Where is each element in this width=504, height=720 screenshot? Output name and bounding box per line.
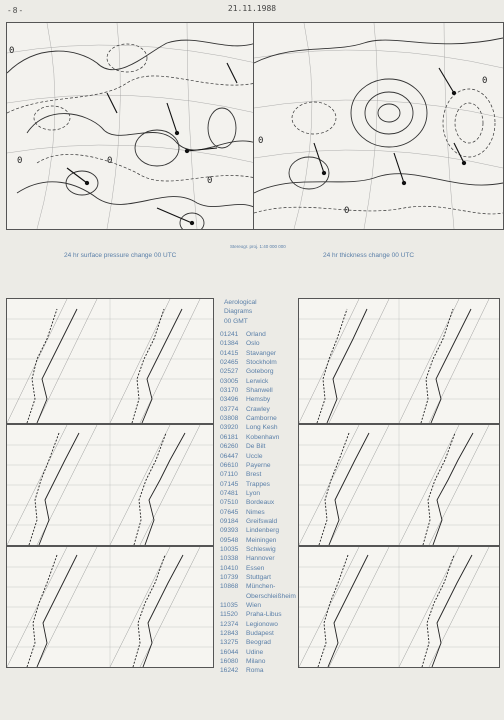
station-id: 16044	[220, 648, 239, 656]
station-name: Lerwick	[246, 377, 269, 385]
station-row	[216, 620, 304, 629]
station-row	[216, 545, 304, 554]
aerological-diagram-drawing	[299, 547, 499, 667]
station-id: 09548	[220, 536, 239, 544]
station-row	[216, 433, 304, 442]
thickness-caption: 24 hr thickness change 00 UTC	[323, 252, 415, 259]
station-name: Crawley	[246, 405, 270, 413]
station-id: 13275	[220, 639, 239, 647]
station-name: Udine	[246, 648, 264, 656]
station-row	[216, 461, 304, 470]
station-row	[216, 517, 304, 526]
aerological-diagram	[6, 424, 214, 546]
station-id: 16242	[220, 667, 239, 675]
station-id: 10739	[220, 573, 239, 581]
station-row	[216, 339, 304, 348]
station-id: 09393	[220, 527, 239, 535]
station-id: 03005	[220, 377, 239, 385]
surface-pressure-change-map	[6, 22, 257, 230]
station-row	[216, 610, 304, 619]
station-name: Schleswig	[246, 545, 276, 553]
station-id: 12843	[220, 630, 239, 638]
aerological-diagram	[6, 546, 214, 668]
aerological-diagram-drawing	[7, 299, 213, 423]
station-list-title: Aerological	[224, 299, 257, 306]
station-row	[216, 395, 304, 404]
station-name: Praha-Libus	[246, 611, 282, 619]
station-id: 06610	[220, 461, 239, 469]
station-name: Lindenberg	[246, 527, 279, 535]
station-name: Essen	[246, 564, 265, 572]
station-row	[216, 601, 304, 610]
projection-note: Stereogr. proj. 1:40 000 000	[230, 244, 286, 249]
station-id: 01241	[220, 331, 239, 339]
station-name: Roma	[246, 667, 264, 675]
aerological-diagram-drawing	[299, 425, 499, 545]
station-id: 07510	[220, 499, 239, 507]
station-id: 16080	[220, 658, 239, 666]
station-row	[216, 508, 304, 517]
station-id: 01415	[220, 349, 239, 357]
svg-text:0: 0	[344, 206, 350, 216]
station-rows	[216, 330, 304, 676]
station-name: Uccle	[246, 452, 263, 460]
station-row	[216, 592, 304, 601]
aerological-station-list	[216, 298, 304, 676]
station-row	[216, 582, 304, 591]
station-name: Orland	[246, 331, 266, 339]
station-row	[216, 666, 304, 675]
station-name: Camborne	[246, 415, 277, 423]
station-name: Stuttgart	[246, 573, 271, 581]
page-date: 21.11.1988	[227, 4, 277, 13]
aerological-diagram	[298, 298, 500, 424]
svg-text:0: 0	[9, 46, 15, 56]
station-id: 03774	[220, 405, 239, 413]
station-name: Kobenhavn	[246, 433, 280, 441]
station-id: 11520	[220, 611, 238, 619]
station-name: Bordeaux	[246, 499, 275, 507]
station-id: 07481	[220, 489, 239, 497]
station-id: 02527	[220, 368, 239, 376]
station-list-subtitle: Diagrams	[224, 308, 253, 316]
aerological-diagram-drawing	[7, 425, 213, 545]
station-id: 11035	[220, 602, 238, 609]
station-name: Hannover	[246, 555, 275, 563]
svg-text:0: 0	[17, 156, 23, 166]
station-name: Oslo	[246, 340, 260, 348]
station-row	[216, 536, 304, 545]
station-name: Meiningen	[246, 536, 277, 544]
station-id: 03170	[220, 387, 239, 395]
thickness-change-map	[253, 22, 504, 230]
aerological-diagram	[298, 424, 500, 546]
station-id: 10035	[220, 545, 239, 553]
pressure-map-drawing	[7, 23, 256, 229]
station-name: Beograd	[246, 639, 271, 647]
station-name: Nimes	[246, 508, 265, 516]
station-id: 10868	[220, 583, 239, 591]
station-id: 02465	[220, 359, 239, 367]
station-id: 03920	[220, 424, 239, 432]
thickness-map-drawing	[254, 23, 503, 229]
station-row	[216, 330, 304, 339]
station-row	[216, 470, 304, 479]
station-row	[216, 638, 304, 647]
station-row	[216, 480, 304, 489]
station-row	[216, 377, 304, 386]
station-row	[216, 657, 304, 666]
station-name: Wien	[246, 602, 262, 609]
surface-pressure-caption: 24 hr surface pressure change 00 UTC	[64, 252, 177, 259]
station-id: 12374	[220, 620, 239, 628]
station-name: Long Kesh	[246, 424, 278, 432]
station-list-time: 00 GMT	[224, 317, 248, 325]
aerological-diagram-drawing	[299, 299, 499, 423]
station-name: München-	[246, 583, 276, 591]
station-name: Oberschleißheim	[246, 592, 296, 600]
station-id: 06181	[220, 433, 239, 441]
station-id: 10410	[220, 564, 239, 572]
station-row	[216, 564, 304, 573]
aerological-diagram-drawing	[7, 547, 213, 667]
station-row	[216, 442, 304, 451]
svg-text:0: 0	[258, 136, 264, 146]
station-row	[216, 349, 304, 358]
station-row	[216, 405, 304, 414]
station-id: 09184	[220, 517, 239, 525]
station-id: 03496	[220, 396, 239, 404]
station-name: Brest	[246, 471, 262, 479]
station-name: Shanwell	[246, 387, 273, 395]
station-row	[216, 648, 304, 657]
station-name: Lyon	[246, 489, 261, 497]
station-name: De Bilt	[246, 443, 266, 451]
station-row	[216, 489, 304, 498]
station-id: 06260	[220, 443, 239, 451]
station-id: 01384	[220, 340, 239, 348]
aerological-diagram	[6, 298, 214, 424]
station-name: Stockholm	[246, 359, 277, 367]
station-row	[216, 526, 304, 535]
station-id: 07645	[220, 508, 239, 516]
aerological-diagram	[298, 546, 500, 668]
station-row	[216, 629, 304, 638]
station-id: 06447	[220, 452, 239, 460]
station-name: Greifswald	[246, 517, 278, 525]
station-row	[216, 452, 304, 461]
station-row	[216, 554, 304, 563]
station-row	[216, 358, 304, 367]
station-row	[216, 386, 304, 395]
station-row	[216, 367, 304, 376]
svg-text:0: 0	[107, 156, 113, 166]
station-name: Goteborg	[246, 368, 274, 376]
station-name: Legionowo	[246, 620, 278, 628]
station-name: Trappes	[246, 480, 270, 488]
svg-text:0: 0	[207, 176, 213, 186]
station-name: Stavanger	[246, 349, 277, 357]
page-number: - 8 -	[8, 6, 23, 15]
station-id: 10338	[220, 555, 239, 563]
station-row	[216, 414, 304, 423]
station-row	[216, 498, 304, 507]
station-row	[216, 423, 304, 432]
station-name: Milano	[246, 658, 266, 666]
station-id: 07110	[220, 471, 238, 479]
station-id: 03808	[220, 415, 239, 423]
station-row	[216, 573, 304, 582]
station-name: Hemsby	[246, 396, 271, 404]
station-name: Budapest	[246, 630, 274, 638]
station-name: Payerne	[246, 461, 271, 469]
svg-text:0: 0	[482, 76, 488, 86]
station-id: 07145	[220, 480, 239, 488]
